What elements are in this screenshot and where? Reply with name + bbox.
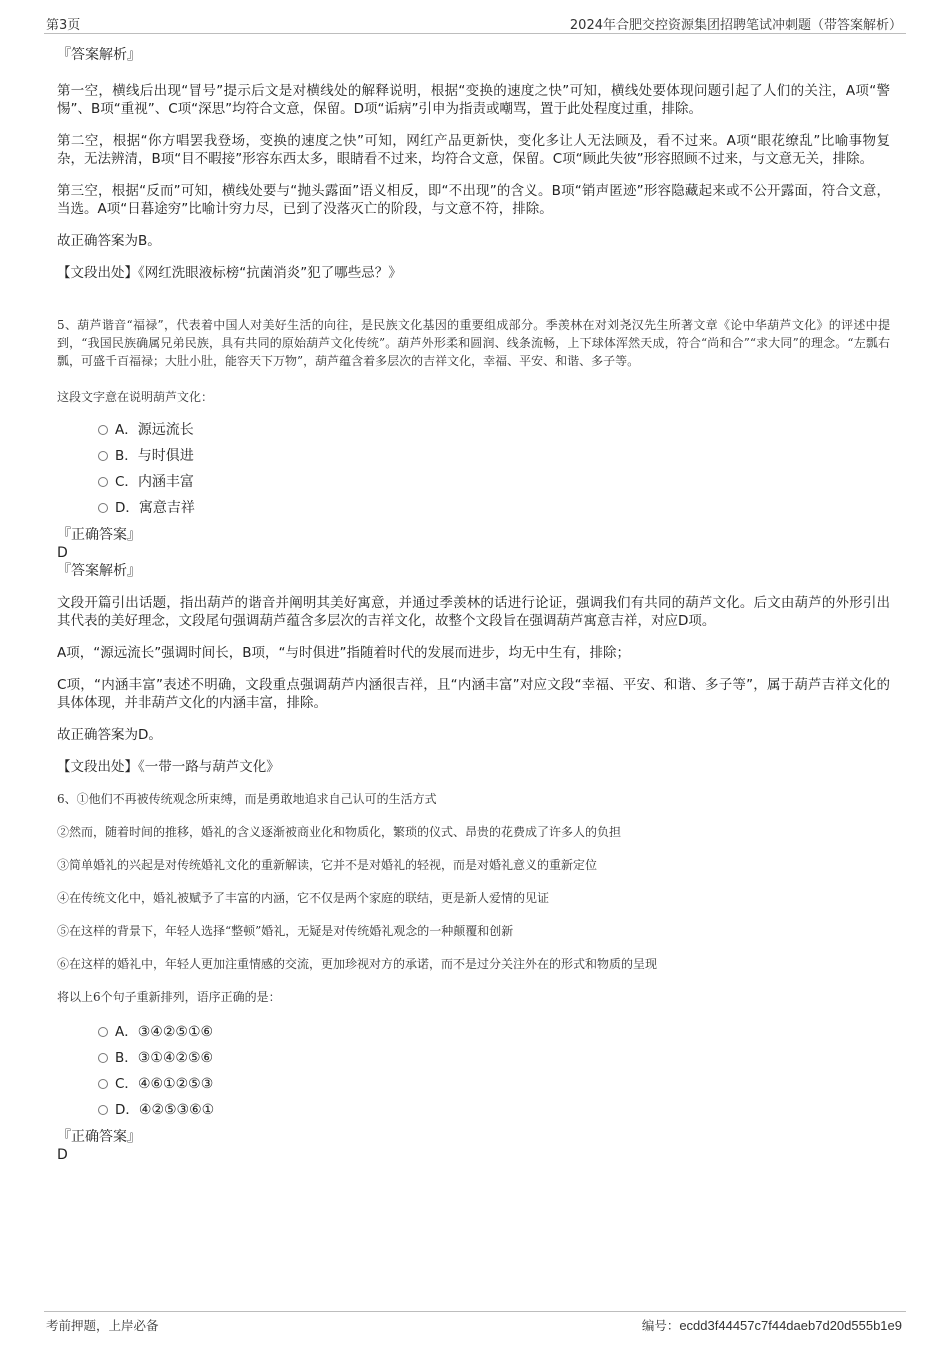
q5-option-c[interactable]: C．内涵丰富 [57, 472, 890, 498]
q5-conclusion: 故正确答案为D。 [57, 727, 162, 743]
radio-button-icon[interactable] [98, 1105, 108, 1115]
q4-analysis-paragraph: 第二空，根据“你方唱罢我登场，变换的速度之快”可知，网红产品更新快，变化多让人无法顾及，看不过来。A项“眼花缭乱”比喻事物复杂，无法辨清，B项“目不暇接”形容东西太多，眼睛看不过来，均符合文意，保留。C项“顾此失彼”形容照顾不过来，与文意无关，排除。 [57, 133, 890, 167]
q6-option-a[interactable]: A．③④②⑤①⑥ [57, 1022, 890, 1048]
document-id [642, 1316, 902, 1334]
page-content [57, 46, 890, 1164]
q5-analysis-paragraph: A项，“源远流长”强调时间长，B项，“与时俱进”指随着时代的发展而进步，均无中生有，排除； [57, 645, 630, 661]
q5-options [57, 420, 890, 524]
footer-slogan: 考前押题，上岸必备 [46, 1318, 159, 1333]
q5-correct-label: 『正确答案』 [57, 527, 141, 543]
q5-prompt: 这段文字意在说明葫芦文化： [57, 390, 214, 404]
q5-analysis-paragraph: 文段开篇引出话题，指出葫芦的谐音并阐明其美好寓意，并通过季羡林的话进行论证，强调我们有共同的葫芦文化。后文由葫芦的外形引出其代表的美好理念，文段尾句强调葫芦蕴含多层次的吉祥文化，故整个文段旨在强调葫芦寓意吉祥，对应D项。 [57, 595, 890, 629]
radio-button-icon[interactable] [98, 451, 108, 461]
document-id-value: ecdd3f44457c7f44daeb7d20d555b1e9 [679, 1318, 902, 1333]
q6-option-d[interactable]: D．④②⑤③⑥① [57, 1100, 890, 1126]
page-footer [44, 1311, 906, 1336]
radio-button-icon[interactable] [98, 503, 108, 513]
radio-button-icon[interactable] [98, 425, 108, 435]
document-id-label: 编号： [641, 1318, 680, 1333]
q5-source: 【文段出处】《一带一路与葫芦文化》 [57, 759, 280, 775]
document-title: 2024年合肥交控资源集团招聘笔试冲刺题（带答案解析） [569, 18, 902, 33]
q4-conclusion: 故正确答案为B。 [57, 233, 161, 249]
q6-option-c[interactable]: C．④⑥①②⑤③ [57, 1074, 890, 1100]
q6-sentence: ⑥在这样的婚礼中，年轻人更加注重情感的交流，更加珍视对方的承诺，而不是过分关注外在的形式和物质的呈现 [57, 957, 658, 971]
page-number: 第3页 [46, 18, 81, 33]
q6-prompt: 将以上6个句子重新排列，语序正确的是： [57, 990, 281, 1004]
q6-correct-label: 『正确答案』 [57, 1129, 141, 1145]
q6-sentence: ③简单婚礼的兴起是对传统婚礼文化的重新解读，它并不是对婚礼的轻视，而是对婚礼意义的重新定位 [57, 858, 598, 872]
q6-sentence: ④在传统文化中，婚礼被赋予了丰富的内涵，它不仅是两个家庭的联结，更是新人爱情的见证 [57, 891, 550, 905]
page-header [44, 11, 906, 34]
q4-analysis-paragraph: 第三空，根据“反而”可知，横线处要与“抛头露面”语义相反，即“不出现”的含义。B项“销声匿迹”形容隐藏起来或不公开露面，符合文意，当选。A项“日暮途穷”比喻计穷力尽，已到了没落灭亡的阶段，与文意不符，排除。 [57, 183, 890, 217]
q4-analysis-paragraph: 第一空，横线后出现“冒号”提示后文是对横线处的解释说明，根据“变换的速度之快”可知，横线处要体现问题引起了人们的关注，A项“警惕”、B项“重视”、C项“深思”均符合文意，保留。D项“诟病”引申为指责或嘲骂，置于此处程度过重，排除。 [57, 83, 890, 117]
radio-button-icon[interactable] [98, 477, 108, 487]
q4-analysis-label: 『答案解析』 [57, 47, 141, 63]
radio-button-icon[interactable] [98, 1079, 108, 1089]
q6-sentence: 6、①他们不再被传统观念所束缚，而是勇敢地追求自己认可的生活方式 [57, 792, 437, 806]
q4-source: 【文段出处】《网红洗眼液标榜“抗菌消炎”犯了哪些忌？》 [57, 265, 402, 281]
q6-correct-answer: D [57, 1147, 68, 1163]
q6-sentence: ②然而，随着时间的推移，婚礼的含义逐渐被商业化和物质化，繁琐的仪式、昂贵的花费成了许多人的负担 [57, 825, 622, 839]
q5-correct-answer: D [57, 545, 68, 561]
q5-option-b[interactable]: B．与时俱进 [57, 446, 890, 472]
q6-sentence: ⑤在这样的背景下，年轻人选择“整顿”婚礼，无疑是对传统婚礼观念的一种颠覆和创新 [57, 924, 514, 938]
q6-options [57, 1022, 890, 1126]
q5-option-a[interactable]: A．源远流长 [57, 420, 890, 446]
q5-analysis-label: 『答案解析』 [57, 563, 141, 579]
radio-button-icon[interactable] [98, 1027, 108, 1037]
q5-option-d[interactable]: D．寓意吉祥 [57, 498, 890, 524]
q5-stem: 5、葫芦谐音“福禄”，代表着中国人对美好生活的向往，是民族文化基因的重要组成部分。季羡林在对刘尧汉先生所著文章《论中华葫芦文化》的评述中提到，“我国民族确属兄弟民族，具有共同的原始葫芦文化传统”。葫芦外形柔和圆润、线条流畅，上下球体浑然天成，符合“尚和合”“求大同”的理念。“左瓢右瓢，可盛千百福禄；大肚小肚，能容天下万物”，葫芦蕴含着多层次的吉祥文化，幸福、平安、和谐、多子等。 [57, 318, 890, 368]
q6-option-b[interactable]: B．③①④②⑤⑥ [57, 1048, 890, 1074]
radio-button-icon[interactable] [98, 1053, 108, 1063]
q5-analysis-paragraph: C项，“内涵丰富”表述不明确，文段重点强调葫芦内涵很吉祥，且“内涵丰富”对应文段“幸福、平安、和谐、多子等”，属于葫芦吉祥文化的具体体现，并非葫芦文化的内涵丰富，排除。 [57, 677, 890, 711]
